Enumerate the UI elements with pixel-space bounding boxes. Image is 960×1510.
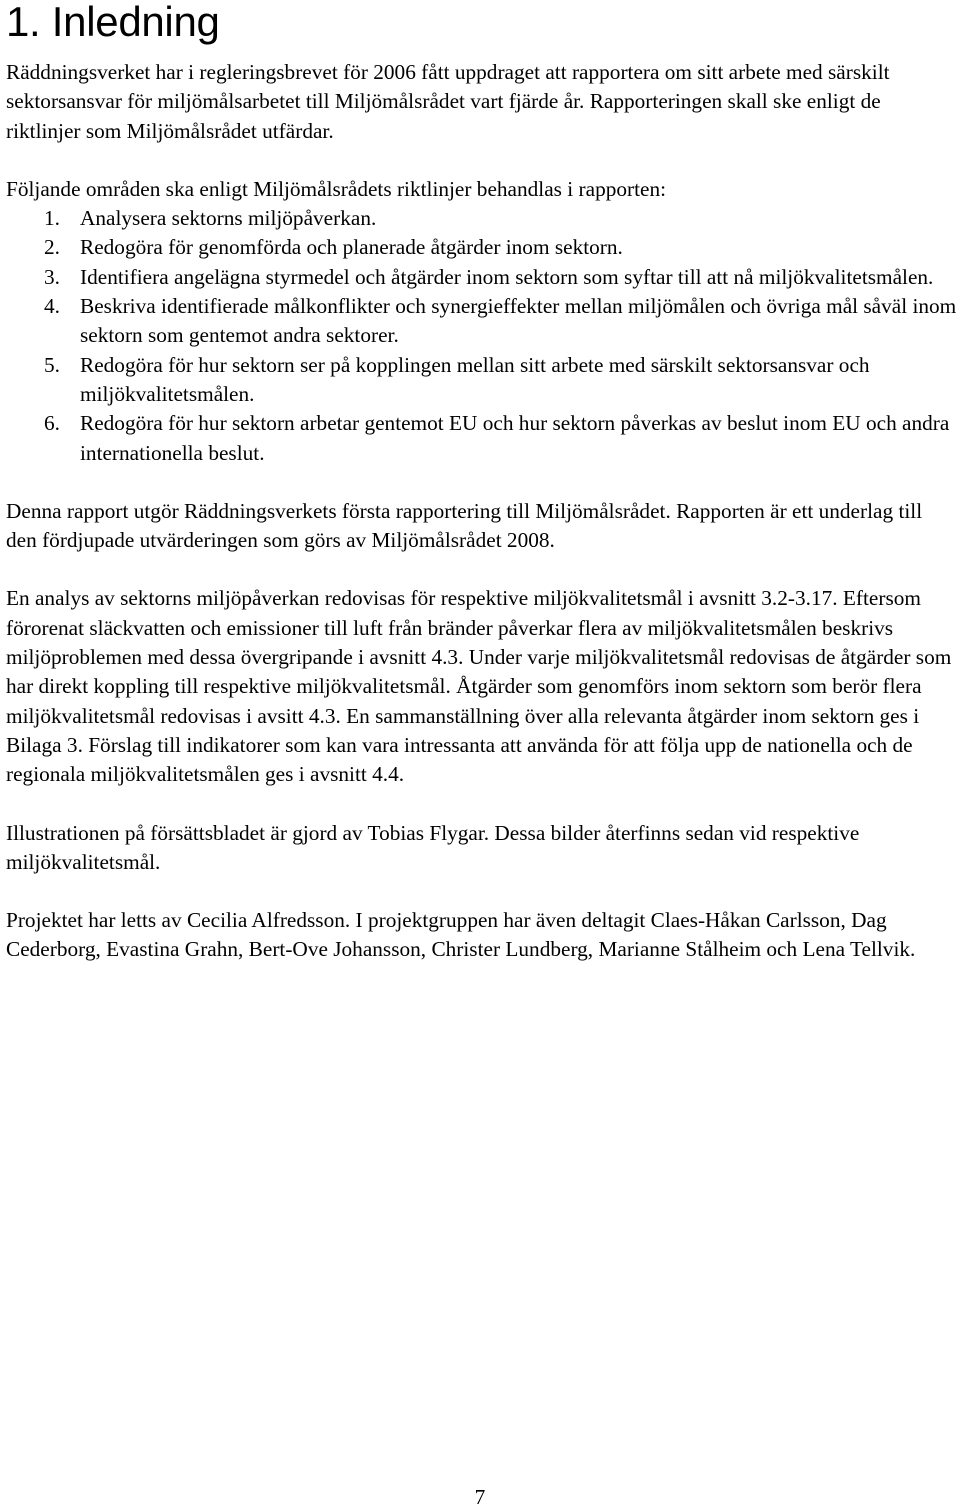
- list-item-text: Analysera sektorns miljöpåverkan.: [80, 206, 377, 231]
- list-item: [6, 233, 958, 262]
- list-item-number: 1.: [44, 206, 60, 231]
- list-item: [6, 263, 958, 292]
- list-item-text: Identifiera angelägna styrmedel och åtgärder inom sektorn som syftar till att nå miljökvalitetsmålen.: [80, 264, 934, 289]
- list-item: [6, 351, 958, 410]
- list-item: [6, 204, 958, 233]
- list-item-number: 5.: [44, 352, 60, 377]
- intro-paragraph: Räddningsverket har i regleringsbrevet för 2006 fått uppdraget att rapportera om sitt arbete med särskilt sektorsansvar för miljömålsarbetet till Miljömålsrådet vart fjärde år. Rapporteringen skall ske enligt de riktlinjer som Miljömålsrådet utfärdar.: [6, 60, 890, 143]
- list-item-number: 3.: [44, 264, 60, 289]
- list-item-number: 6.: [44, 411, 60, 436]
- list-item: [6, 292, 958, 351]
- list-item-text: Redogöra för hur sektorn ser på kopplingen mellan sitt arbete med särskilt sektorsansvar och miljökvalitetsmålen.: [80, 352, 870, 406]
- list-item-number: 2.: [44, 235, 60, 260]
- list-item-text: Redogöra för hur sektorn arbetar gentemot EU och hur sektorn påverkas av beslut inom EU och andra internationella beslut.: [80, 411, 950, 465]
- document-page: [6, 0, 958, 965]
- list-intro-paragraph: Följande områden ska enligt Miljömålsrådets riktlinjer behandlas i rapporten:: [6, 176, 667, 201]
- report-paragraph: Denna rapport utgör Räddningsverkets första rapportering till Miljömålsrådet. Rapporten är ett underlag till den fördjupade utvärderingen som görs av Miljömålsrådet 2008.: [6, 498, 923, 553]
- list-item-number: 4.: [44, 294, 60, 319]
- list-item: [6, 409, 958, 468]
- areas-list: [6, 204, 958, 468]
- section-heading: 1. Inledning: [6, 0, 220, 45]
- project-paragraph: Projektet har letts av Cecilia Alfredsson. I projektgruppen har även deltagit Claes-Håkan Carlsson, Dag Cederborg, Evastina Grahn, Bert-Ove Johansson, Christer Lundberg, Marianne Stålheim och Lena Tellvik.: [6, 908, 916, 962]
- list-item-text: Redogöra för genomförda och planerade åtgärder inom sektorn.: [80, 235, 623, 260]
- list-item-text: Beskriva identifierade målkonflikter och synergieffekter mellan miljömålen och övriga mål såväl inom sektorn som gentemot andra sektorer.: [80, 294, 957, 348]
- body-text: [6, 58, 958, 965]
- analysis-paragraph: En analys av sektorns miljöpåverkan redovisas för respektive miljökvalitetsmål i avsnitt 3.2-3.17. Eftersom förorenat släckvatten och emissioner till luft från bränder påverkar flera av miljökvalitetsmålen beskrivs miljöproblemen med dessa övergripande i avsnitt 4.3. Under varje miljökvalitetsmål redovisas de åtgärder som har direkt koppling till respektive miljökvalitetsmål. Åtgärder som genomförs inom sektorn som berör flera miljökvalitetsmål redovisas i avsitt 4.3. En sammanställning över alla relevanta åtgärder inom sektorn ges i Bilaga 3. Förslag till indikatorer som kan vara intressanta att använda för att följa upp de nationella och de regionala miljökvalitetsmålen ges i avsnitt 4.4.: [6, 586, 952, 787]
- illustrations-paragraph: Illustrationen på försättsbladet är gjord av Tobias Flygar. Dessa bilder återfinns sedan vid respektive miljökvalitetsmål.: [6, 820, 860, 874]
- page-number: 7: [474, 1485, 486, 1509]
